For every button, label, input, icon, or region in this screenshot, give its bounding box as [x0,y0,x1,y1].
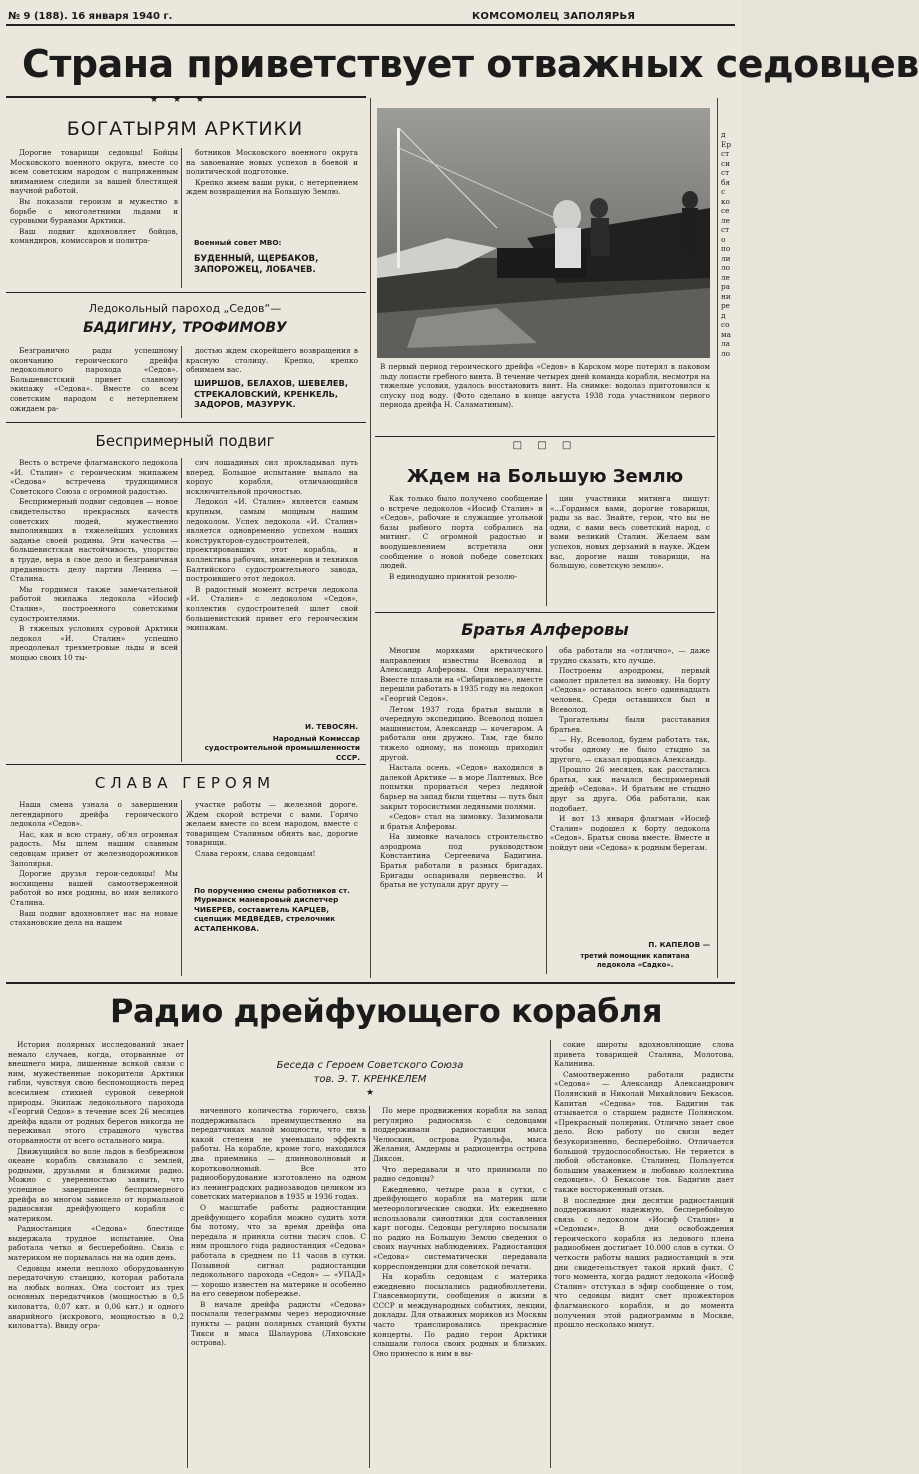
paper-name: КОМСОМОЛЕЦ ЗАПОЛЯРЬЯ [472,11,636,22]
article-1-col-1: Дорогие товарищи седовцы! Бойцы Московского военного округа, вместе со всем советским народом с напряженным вниманием следили за вашей блестящей научной работой. Вы показали героизм и мужество в борьбе с многолетними льдами и суровыми буранами Арктики. Ваш подвиг вдохновляет бойцов, командиров, комиссаров и политра- [10,148,178,246]
signature-label: Военный совет МВО: [194,238,282,247]
article-6-col-1: Многим моряками арктического направления известны Всеволод и Александр Алферовы. Они неразлучны. Вместе плавали на «Сибирякове», вместе перешли работать в 1935 году на ледокол «Георгий Седов». Летом 1937 года братья вышли в очередную экспедицию. Всеволод пошел машинистом, Александр — кочегаром. А работали они дружно. Там, где было тяжело одному, на помощь приходил другой. Настала осень. «Седов» находился в далекой Арктике — в море Лаптевых. Все попытки прорваться через ледяной барьер на запад были тщетны — путь был закрыт торосистыми ледяными полями. «Седов» стал на зимовку. Зазимовали и братья Алферовы. На зимовке началось строительство аэродрома под руководством Константина Сергеевича Бадигина. Братья работали в разных бригадах. Бригады оспаривали первенство. И братья не уступали друг другу — [380,646,543,890]
column-rule [369,1106,370,1468]
article-6-title: Братья Алферовы [461,620,629,639]
article-6-signature-name: П. КАПЕЛОВ — [648,940,710,949]
divider [375,436,715,437]
column-rule [181,800,182,976]
divider [6,982,735,984]
article-3-title: Беспримерный подвиг [95,432,275,450]
page-header [6,6,735,26]
article-7-col-1: История полярных исследований знает немало случаев, когда, оторванные от внешнего мира, лишенные всякой связи с ним, мужественные покорители Арктики гибли, чувствуя свою беспомощность перед всесилием стихией суровой северной природы. Экипаж ледокольного парохода «Георгий Седов» в течение всех 26 месяцев дрейфа вдали от родных берегов никогда не переживал этого страшного чувства оторванности от всего остального мира. Движущийся во воле льдов в безбрежном океане корабль связывало с землей, родными, друзьями и близкими радио. Можно с уверенностью заявить, что успешное завершение беспримерного дрейфа во многом зависело от нормальной радиосвязи дрейфующего корабля с материком. Радиостанция «Седова» блестяще выдержала трудное испытание. Она работала четко и бесперебойно. Связь с материком не порывалась ни на один день. Седовцы имели неплохо оборудованную передаточную станцию, которая работала на любых волнах. Она состоит из трех основных передатчиков (мощностью в 0,5 киловатта, 0,07 квт. и 0,06 квт.) и одного аварийного (искрового, мощностью в 0,2 киловатта). Ввиду огра- [8,1040,184,1331]
column-rule [187,1040,188,1468]
article-3-col-1: Весть о встрече флагманского ледокола «И. Сталин» с героическим экипажем «Седова» встречена трудящимися Советского Союза с огромной радостью. Беспримерный подвиг седовцев — новое свидетельство прекрасных качеств советских людей, мужественно выполнявших в тяжелейших условиях заданье своей родины. Эти качества — большевистская настойчивость, упорство в труде, вера в свое дело и безграничная преданность делу партии Ленина — Сталина. Мы гордимся также замечательной работой экипажа ледокола «Иосиф Сталин», построенного советскими судостроителями. В тяжелых условиях суровой Арктики ледокол «И. Сталин» успешно преодолевал трехметровые льды и всей мощью своих 10 ты- [10,458,178,662]
article-7-col-4: сокие широты вдохновляющие слова привета товарищей Сталина, Молотова, Калинина. Самоотверженно работали радисты «Седова» — Александр Александрович Полянский и Николай Михайлович Бекасов. Капитан «Седова» тов. Бадигин так отзывается о старшем радисте Полянском. «Прекрасный полярник. Отлично знает свое дело. Всю работу по связи ведет безукоризненно, бесперебойно. Отличается большой трудоспособностью. Не теряется в любой обстановке. Сталинец. Пользуется большим уважением и любовью коллектива седовцев». О Бекасове тов. Бадигин дает также восторженный отзыв. В последние дни десятки радиостанций поддерживают надежную, бесперебойную связь с ледоколом «Иосиф Сталин» и «Седовым». В дни освобождения героического корабля из ледового плена радиообмен достигает 10.000 слов в сутки. О четкости работы наших радиостанций в эти дни свидетельствует такой яркий факт. С того момента, когда радист ледокола «Иосиф Сталин» отстукал в эфир сообщение о том, что седовцы видят свет прожекторов флагманского корабля, и до момента получения этой радиограммы в Москве, прошло несколько минут. [554,1040,734,1330]
article-5-title: Ждем на Большую Землю [406,466,684,487]
column-rule [181,148,182,288]
divider [6,764,366,765]
article-4-title: СЛАВА ГЕРОЯМ [94,774,276,792]
ornament: □ □ □ [512,440,578,451]
column-rule [717,98,718,978]
article-2-col-2: достью ждем скорейшего возвращения в красную столицу. Крепко, крепко обнимаем вас. [186,346,358,375]
signature-names: БУДЕННЫЙ, ЩЕРБАКОВ, ЗАПОРОЖЕЦ, ЛОБАЧЕВ. [194,254,319,275]
article-1-col-2: ботников Московского военного округа на завоевание новых успехов в боевой и политической подготовке. Крепко жмем ваши руки, с нетерпением ждем возвращения на Большую Землю. [186,148,358,197]
stars-ornament: ★ ★ ★ [150,95,210,105]
article-4-signature: По поручению смены работников ст. Мурманск маневровый диспетчер ЧИБЕРЕВ, составитель КАРЦЕВ, сцепщик МЕДВЕДЕВ, стрелочник АСТАПЕНКОВА. [194,886,350,933]
icebreaker-photo [377,108,710,358]
article-6-col-2: оба работали на «отлично», — даже трудно сказать, кто лучше. Построены аэродромы, первый самолет прилетел на зимовку. На борту «Седова» оставалось всего одиннадцать человек. Среди оставшихся был и Всеволод. Трогательны были расставания братьев. — Ну, Всеволод, будем работать так, чтобы одному не было стыдно за другого, — сказал прощаясь Александр. Прошло 26 месяцев, как расстались братья, как начался беспримерный дрейф «Седова». И братьям не стыдно друг за друга. Оба работали, как подобает. И вот 13 января флагман «Иосиф Сталин» подошел к борту ледокола «Седов». Братья снова вместе. Вместе и пойдут они «Седова» к родным берегам. [550,646,710,852]
article-7-title: Радио дрейфующего корабля [110,992,662,1030]
article-3-signature-title: Народный Комиссар судостроительной промышленности СССР. [204,734,360,762]
article-4-col-2: участке работы — железной дороге. Ждем скорой встречи с вами. Горячо желаем вместе со всем народом, вместе с товарищем Сталиным обнять вас, дорогие товарищи. Слава героям, слава седовцам! [186,800,358,858]
article-3-col-2: сяч лошадиных сил прокладывал путь вперед. Большое испытание выпало на корпус корабля, отличающийся исключительной прочностью. Ледокол «И. Сталин» является самым крупным, самым мощным нашим ледоколом. Успех ледокола «И. Сталин» является одновременно успехом наших конструкторов-судостроителей, проектировавших этот корабль, и коллектива рабочих, инженеров и техников Балтийского судостроительного завода, построившего этот ледокол. В радостный момент встречи ледокола «И. Сталин» с ледоколом «Седов», коллектив судостроителей шлет свой большевистский привет его героическим экипажам. [186,458,358,633]
article-6-signature-title: третий помощник капитана ледокола «Садко». [580,952,690,969]
divider [6,292,366,293]
article-7-col-3: По мере продвижения корабля на запад регулярно радиосвязь с седовцами поддерживали радиостанции мыса Челюскин, острова Рудольфа, мыса Желания, Амдермы и радиоцентра острова Диксон. Что передавали и что принимали по радио седовцы? Ежедневно, четыре раза в сутки, с дрейфующего корабля на материк шли метеорологические сводки. Их ежедневно использовали синоптики для составления карт погоды. Седовцы регулярно посылали по радио на Большую Землю сведения о своих научных наблюдениях. Радиостанция «Седова» систематически передавала корреспонденции для советской печати. На корабль седовцам с материка ежедневно посылались радиобюллетени. Главсевморпути, сообщения о жизни в СССР и международных событиях, лекции, доклады. Для отважных моряков из Москвы часто транслировались прекрасные концерты. По радио герои Арктики слышали голоса своих родных и близких. Оно принесло к ним в вы- [373,1106,547,1358]
article-2-col-1: Безгранично рады успешному окончанию героического дрейфа ледокольного парохода «Седов». Большевистский привет славному экипажу «Седова». Вместе со всем советским народом с нетерпением ожидаем ра- [10,346,178,413]
banner-headline: Страна приветствует отважных седовцев [22,42,919,86]
column-rule [181,346,182,418]
article-3-signature-name: И. ТЕВОСЯН. [305,722,358,731]
ship-diver-photo-icon [377,108,710,358]
photo-caption: В первый период героического дрейфа «Седов» в Карском море потерял в паковом льду лопасти гребного винта. В течение четырех дней команда корабля, несмотря на тяжелые условия, удалось восстановить винт. На снимке: водолаз приготовился к спуску под воду. (Фото сделано в конце августа 1938 года участником первого периода дрейфа Н. Саламатиным). [380,362,710,410]
article-5-col-1: Как только было получено сообщение о встрече ледоколов «Иосиф Сталин» и «Седов», рабочие и служащие угольной базы рыбного порта собрались на митинг. С огромной радостью и воодушевлением встретила они сообщение о новой победе советских людей. В единодушно принятой резолю- [380,494,543,581]
article-7-col-2: ниченного количества горючего, связь поддерживалась преимущественно на передатчиках малой мощности, что ни в какой степени не уменьшало эффекта работы. На корабле, кроме того, находился два приемника — длинноволновый и коротковолновый. Все это радиооборудование изготовлено на одном из ленинградских радиозаводов целиком из советских материалов в 1935 и 1936 годах. О масштабе работы радиостанции дрейфующего корабля можно судить хотя бы потому, что за время дрейфа она передала и приняла сотни тысяч слов. С ним прошлого года радиостанция «Седова» работала в среднем по 11 часов в сутки. Позывной сигнал радиостанции ледокольного парохода «Седов» — «УПАД» — хорошо известен на материке и особенно на его северном побережье. В начале дрейфа радисты «Седова» посылали телеграммы через неродиочные пункты — рации полярных станций бухты Тикси и мыса Шалаурова (Ляховские острова). [191,1106,366,1348]
column-rule [370,98,371,978]
article-7-subtitle: Беседа с Героем Советского Союза [276,1060,464,1071]
article-4-col-1: Наша смена узнала о завершении легендарного дрейфа героического ледокола «Седов». Нас, как и всю страну, об'ял огромная радость. Мы шлем нашим славным седовцам привет от железнодорожников Заполярья. Дорогие друзья герои-седовцы! Мы восхищены вашей самоотверженной работой во имя родины, во имя великого Сталина. Ваш подвиг вдохновляет нас на новые стахановские дела на нашем [10,800,178,928]
issue-number: № 9 (188). 16 января 1940 г. [8,11,173,22]
clipped-edge-column: д Ер ст си ст бя с ко се ле ст о по ли ло ле ра ни ре д со ма ла ло [721,130,732,358]
article-2-kicker: Ледокольный пароход „Седов“— [88,302,282,315]
article-2-title: БАДИГИНУ, ТРОФИМОВУ [83,320,287,336]
article-title-bogatyryam: БОГАТЫРЯМ АРКТИКИ [66,118,304,140]
article-5-col-2: ции участники митинга пишут: «...Гордимся вами, дорогие товарищи, рады за вас. Знайте, герои, что вы не одни, с вами весь советский народ, с вами великий Сталин. Желаем вам успехов, новых дерзаний в науке. Ждем вас, дорогие наши товарищи, на большую, советскую землю». [550,494,710,571]
article-2-signature: ШИРШОВ, БЕЛАХОВ, ШЕВЕЛЕВ, СТРЕКАЛОВСКИЙ, КРЕНКЕЛЬ, ЗАДОРОВ, МАЗУРУК. [194,378,349,410]
divider [375,612,715,613]
divider [6,422,366,423]
article-7-interviewee: тов. Э. Т. КРЕНКЕЛЕМ [313,1074,427,1085]
column-rule [546,494,547,606]
column-rule [550,1040,551,1468]
star-icon: ★ [365,1088,375,1098]
column-rule [181,458,182,762]
column-rule [546,646,547,974]
